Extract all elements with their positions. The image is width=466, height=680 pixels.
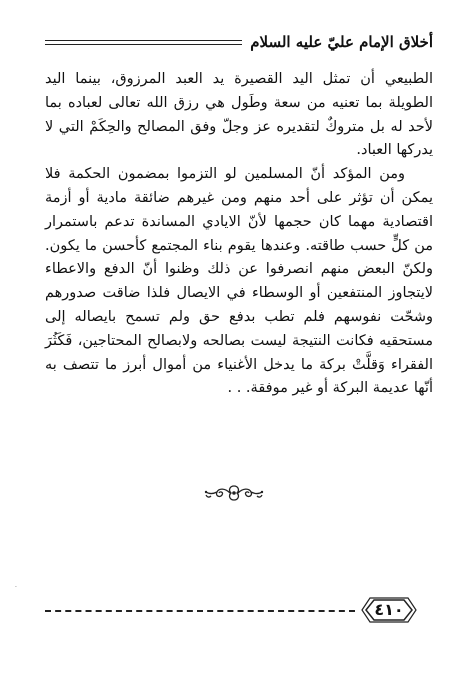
margin-mark: · xyxy=(15,584,17,591)
paragraph-2: ومن المؤكد أنّ المسلمين لو التزموا بمضمون الحكمة فلا يمكن أن تؤثر على أحد منهم ومن غيرهم ضائقة مادية أو أزمة اقتصادية مهما كان حجمها لأنّ الايادي المساندة تدعم باستمرار من كلٍّ حسب طاقته. وعندها يقوم بناء المجتمع كأحسن ما يكون. ولكنّ البعض منهم انصرفوا عن ذلك وظنوا أنّ الدفع والاعطاء لايتجاوز المنتفعين أو الوسطاء في الايصال فلذا ضاقت صدورهم وشحّت نفوسهم فلم تطب بدفع حق ولم تسمح بايصاله إلى مستحقيه فكانت النتيجة ليست بصالحه ولابصالح المحتاجين، فَكَثُرَ الفقراء وَقلَّتْ بركة ما يدخل الأغنياء من أموال أبرز ما تتصف به أنّها عديمة البركة أو غير موفقة. . . xyxy=(45,166,433,397)
page-number: ٤١٠ xyxy=(374,600,404,619)
footer-dashed-rule xyxy=(45,610,355,612)
ornament-divider-icon xyxy=(203,482,265,504)
body-text xyxy=(45,68,433,401)
page-number-frame xyxy=(360,596,418,624)
running-header xyxy=(45,32,433,62)
paragraph-1: الطبيعي أن تمثل اليد القصيرة يد العبد المرزوق، بينما اليد الطويلة بما تعنيه من سعة وطَول هي رزق الله تعالى لعباده بما لأحد له بل متروكٌ لتقديره عز وجلّ وفق المصالح والحِكَمْ التي لا يدركها العباد. xyxy=(45,71,433,159)
running-header-title: أخلاق الإمام عليّ عليه السلام xyxy=(242,32,433,52)
